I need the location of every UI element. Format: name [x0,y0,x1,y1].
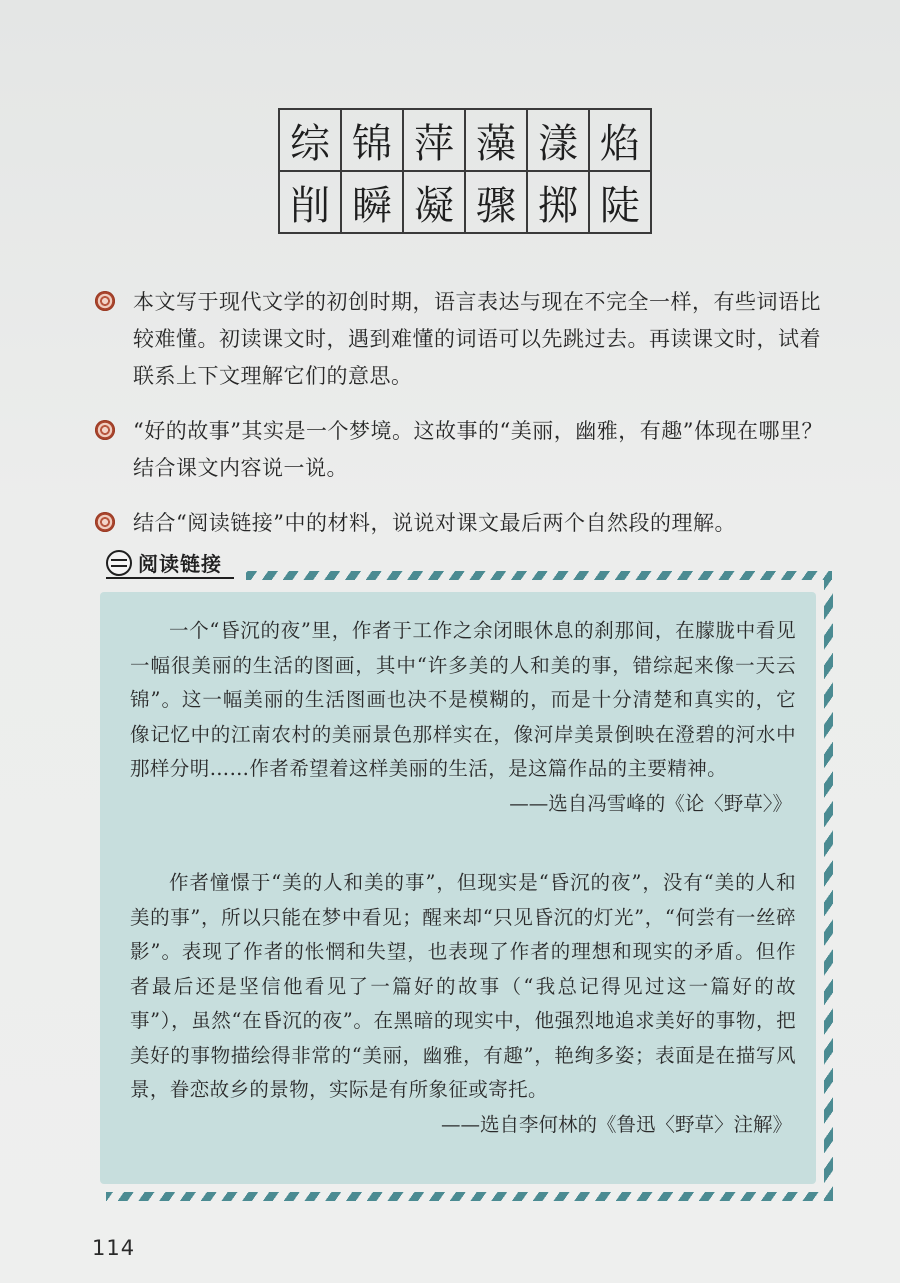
question-bullet-icon [95,420,115,440]
vocabulary-character-grid [278,108,652,234]
vocab-char: 焰 [589,109,651,171]
vocab-char: 萍 [403,109,465,171]
vocab-char: 藻 [465,109,527,171]
question-item [95,505,840,542]
vocab-char: 瞬 [341,171,403,233]
vocab-char: 锦 [341,109,403,171]
question-item [95,413,840,487]
vocab-char: 骤 [465,171,527,233]
reading-link-underline [106,577,234,579]
vocab-char: 陡 [589,171,651,233]
reading-link-icon [106,550,132,576]
reading-link-box [100,592,816,1184]
page-number: 114 [92,1236,136,1260]
exercise-questions [95,284,840,560]
reading-link-header [106,548,222,577]
vocab-char: 漾 [527,109,589,171]
question-bullet-icon [95,512,115,532]
reading-link-title: 阅读链接 [138,552,222,576]
reading-passage-2: 作者憧憬于“美的人和美的事”，但现实是“昏沉的夜”，没有“美的人和美的事”，所以只能在梦中看见；醒来却“只见昏沉的灯光”，“何尝有一丝碎影”。表现了作者的怅惘和失望，也表现了作者的理想和现实的矛盾。但作者最后还是坚信他看见了一篇好的故事（“我总记得见过这一篇好的故事”），虽然“在昏沉的夜”。在黑暗的现实中，他强烈地追求美好的事物，把美好的事物描绘得非常的“美丽，幽雅，有趣”，艳绚多姿；表面是在描写风景，眷恋故乡的景物，实际是有所象征或寄托。 [130,871,796,1101]
vocab-char: 综 [279,109,341,171]
vocab-char: 掷 [527,171,589,233]
question-text: 本文写于现代文学的初创时期，语言表达与现在不完全一样，有些词语比较难懂。初读课文时，遇到难懂的词语可以先跳过去。再读课文时，试着联系上下文理解它们的意思。 [133,290,821,388]
question-bullet-icon [95,291,115,311]
question-item [95,284,840,395]
question-text: 结合“阅读链接”中的材料，说说对课文最后两个自然段的理解。 [133,511,736,535]
vocab-char: 削 [279,171,341,233]
passage-gap [130,821,796,866]
dashed-border-right [824,580,833,1200]
reading-source-1: ——选自冯雪峰的《论〈野草〉》 [509,791,792,815]
dashed-border-top [246,571,832,580]
vocab-char: 凝 [403,171,465,233]
reading-source-2: ——选自李何林的《鲁迅〈野草〉注解》 [440,1112,792,1136]
dashed-border-bottom [106,1192,833,1201]
reading-passage-1: 一个“昏沉的夜”里，作者于工作之余闭眼休息的刹那间，在朦胧中看见一幅很美丽的生活的图画，其中“许多美的人和美的事，错综起来像一天云锦”。这一幅美丽的生活图画也决不是模糊的，而是十分清楚和真实的，它像记忆中的江南农村的美丽景色那样实在，像河岸美景倒映在澄碧的河水中那样分明……作者希望着这样美丽的生活，是这篇作品的主要精神。 [130,619,796,780]
question-text: “好的故事”其实是一个梦境。这故事的“美丽，幽雅，有趣”体现在哪里？结合课文内容说一说。 [133,419,823,480]
